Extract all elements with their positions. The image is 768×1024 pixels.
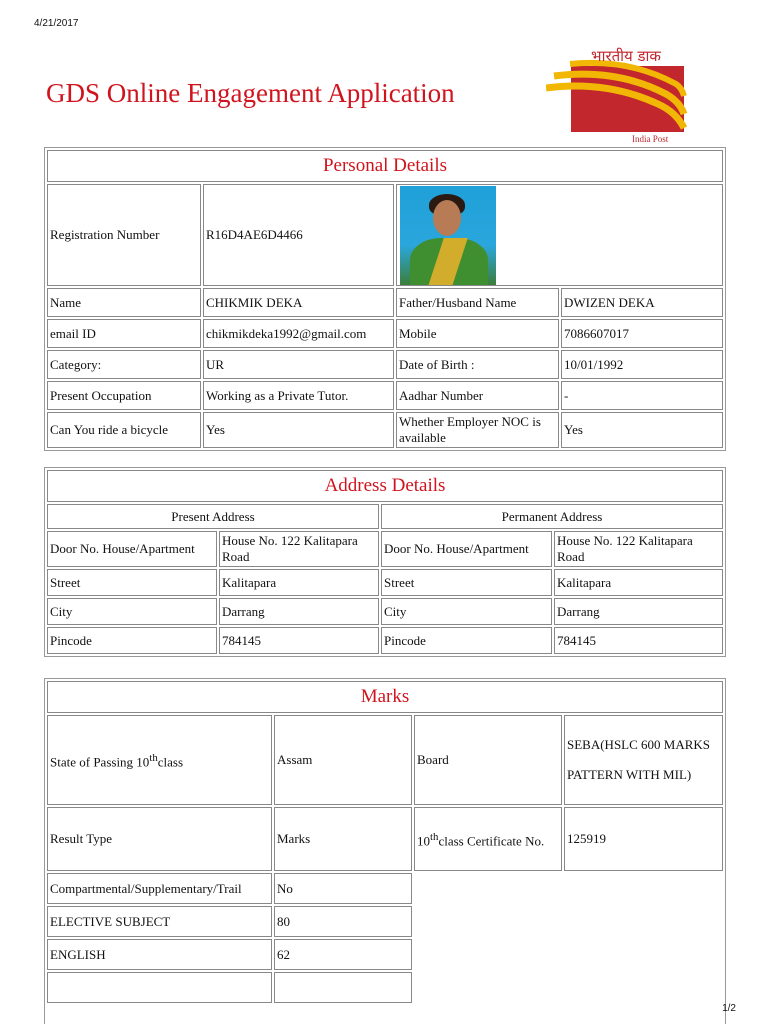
print-date: 4/21/2017 [34,18,79,29]
row-value: 784145 [554,627,723,654]
subject-value: No [274,873,412,904]
row-label: Door No. House/Apartment [381,531,552,567]
section-title: Personal Details [47,150,723,182]
result-type-label: Result Type [47,807,272,871]
subject-value [274,972,412,1003]
state-value: Assam [274,715,412,805]
row-value: Darrang [554,598,723,625]
india-post-logo [546,48,692,148]
row-label: Father/Husband Name [396,288,559,317]
address-details-section [44,467,726,657]
row-value: DWIZEN DEKA [561,288,723,317]
row-value: - [561,381,723,410]
registration-value: R16D4AE6D4466 [203,184,394,286]
row-label: Street [381,569,552,596]
row-label: City [381,598,552,625]
certificate-value: 125919 [564,807,723,871]
subject-value: 62 [274,939,412,970]
registration-label: Registration Number [47,184,201,286]
row-label: Door No. House/Apartment [47,531,217,567]
photo-cell [396,184,723,286]
row-label: Can You ride a bicycle [47,412,201,448]
row-value: chikmikdeka1992@gmail.com [203,319,394,348]
page-title: GDS Online Engagement Application [46,78,455,108]
row-label: City [47,598,217,625]
row-value: Yes [203,412,394,448]
row-label: Whether Employer NOC is available [396,412,559,448]
row-value: Darrang [219,598,379,625]
row-value: Working as a Private Tutor. [203,381,394,410]
row-label: Category: [47,350,201,379]
subject-label: ELECTIVE SUBJECT [47,906,272,937]
row-value: House No. 122 Kalitapara Road [554,531,723,567]
subject-label: ENGLISH [47,939,272,970]
row-label: Pincode [381,627,552,654]
marks-section [44,678,726,1024]
row-value: UR [203,350,394,379]
row-label: email ID [47,319,201,348]
row-value: Kalitapara [219,569,379,596]
subject-value: 80 [274,906,412,937]
row-value: Kalitapara [554,569,723,596]
result-type-value: Marks [274,807,412,871]
row-label: Present Occupation [47,381,201,410]
state-label: State of Passing 10thclass [47,715,272,805]
row-label: Date of Birth : [396,350,559,379]
present-address-heading: Present Address [47,504,379,529]
subject-label: Compartmental/Supplementary/Trail [47,873,272,904]
applicant-photo-icon [400,186,496,285]
row-value: 10/01/1992 [561,350,723,379]
permanent-address-heading: Permanent Address [381,504,723,529]
row-label: Name [47,288,201,317]
row-value: CHIKMIK DEKA [203,288,394,317]
certificate-label: 10thclass Certificate No. [414,807,562,871]
row-label: Pincode [47,627,217,654]
row-label: Aadhar Number [396,381,559,410]
page-number: 1/2 [722,1003,736,1014]
personal-details-section [44,147,726,451]
row-value: 784145 [219,627,379,654]
subject-label [47,972,272,1003]
section-title: Address Details [47,470,723,502]
row-value: House No. 122 Kalitapara Road [219,531,379,567]
row-value: Yes [561,412,723,448]
row-label: Mobile [396,319,559,348]
logo-hindi-text: भारतीय डाक [591,47,661,65]
board-value: SEBA(HSLC 600 MARKS PATTERN WITH MIL) [564,715,723,805]
row-label: Street [47,569,217,596]
row-value: 7086607017 [561,319,723,348]
board-label: Board [414,715,562,805]
section-title: Marks [47,681,723,713]
logo-text: India Post [632,134,669,144]
